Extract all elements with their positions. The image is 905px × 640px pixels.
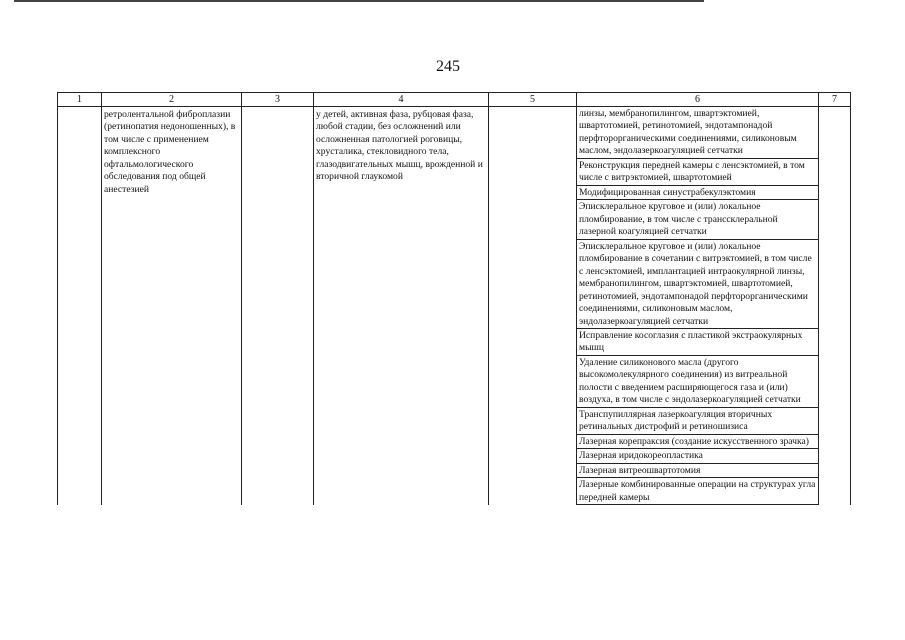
column-header-4: 4 — [314, 93, 489, 107]
list-item: линзы, мембранопилингом, швартэктомией, швартотомией, ретинотомией, эндотампонадой перфторорганическими соединениями, силиконовым маслом, эндолазеркоагуляцией сетчатки — [577, 107, 818, 158]
table-row — [58, 107, 851, 505]
procedures-table — [57, 92, 851, 505]
list-item: Лазерная иридокореопластика — [577, 449, 818, 463]
column-header-7: 7 — [819, 93, 851, 107]
top-border-line — [14, 0, 704, 2]
list-item: Эписклеральное круговое и (или) локальное пломбирование, в том числе с транссклеральной лазерной коагуляцией сетчатки — [577, 200, 818, 239]
list-item: Модифицированная синустрабекулэктомия — [577, 185, 818, 199]
list-item: Транспупиллярная лазеркоагуляция вторичных ретинальных дистрофий и ретиношизиса — [577, 407, 818, 434]
cell-diagnosis: ретролентальной фиброплазии (ретинопатия недоношенных), в том числе с применением комплексного офтальмологического обследования под общей анестезией — [102, 107, 242, 505]
list-item: Реконструкция передней камеры с ленсэктомией, в том числе с витрэктомией, швартотомией — [577, 158, 818, 185]
cell-col-1 — [58, 107, 102, 505]
page-number: 245 — [436, 58, 460, 75]
list-item: Лазерная корепраксия (создание искусственного зрачка) — [577, 434, 818, 448]
list-item: Эписклеральное круговое и (или) локальное пломбирование в сочетании с витрэктомией, в том числе с ленсэктомией, имплантацией интраокулярной линзы, мембранопилингом, швартэктомией, швартотомией, ретинотомией, эндотампонадой перфторорганическими соединениями, силиконовым маслом, эндолазеркоагуляцией сетчатки — [577, 239, 818, 328]
column-header-6: 6 — [577, 93, 819, 107]
cell-patient-model: у детей, активная фаза, рубцовая фаза, любой стадии, без осложнений или осложненная патологией роговицы, хрусталика, стекловидного тела, глазодвигательных мышц, врожденной и вторичной глаукомой — [314, 107, 489, 505]
list-item: Удаление силиконового масла (другого высокомолекулярного соединения) из витреальной полости с введением расширяющегося газа и (или) воздуха, в том числе с эндолазеркоагуляцией сетчатки — [577, 355, 818, 407]
column-header-5: 5 — [489, 93, 577, 107]
list-item: Лазерная витреошвартотомия — [577, 463, 818, 477]
header-row — [58, 93, 851, 107]
column-header-3: 3 — [242, 93, 314, 107]
cell-col-5 — [489, 107, 577, 505]
list-item: Лазерные комбинированные операции на структурах угла передней камеры — [579, 479, 816, 503]
cell-col-3 — [242, 107, 314, 505]
cell-col-7 — [819, 107, 851, 505]
column-header-2: 2 — [102, 93, 242, 107]
cell-treatment-methods — [577, 107, 819, 505]
treatment-methods-list — [577, 107, 818, 504]
column-header-1: 1 — [58, 93, 102, 107]
list-item: Исправление косоглазия с пластикой экстраокулярных мышц — [577, 328, 818, 355]
